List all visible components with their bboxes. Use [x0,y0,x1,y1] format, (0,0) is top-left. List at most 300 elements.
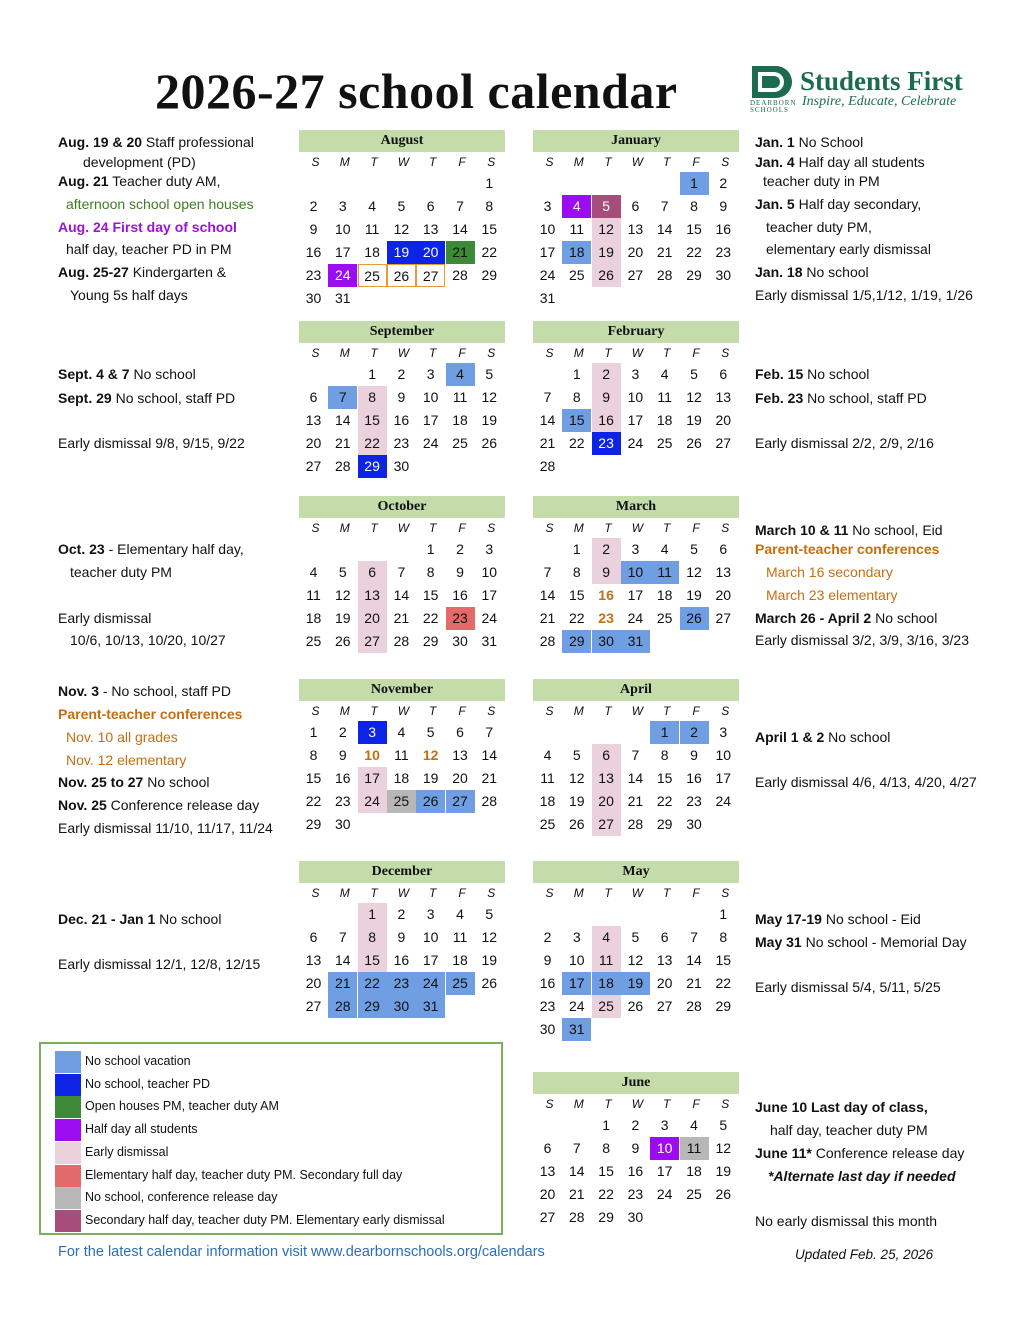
note-text: Conference release day [106,797,260,813]
day-cell: 6 [592,744,621,767]
week-row [533,264,739,287]
left-note [58,390,235,407]
day-cell: 22 [358,972,387,995]
day-cell: 27 [539,1209,556,1225]
note-text: Jan. 5 [755,196,795,212]
day-cell: 28 [686,998,702,1014]
day-cell: 23 [393,435,410,451]
day-cell: 18 [364,244,380,260]
week-row [533,432,739,455]
day-cell: 20 [416,241,445,264]
weekday-label: S [487,155,496,169]
weekday-label: T [604,155,612,169]
day-cell: 5 [631,929,640,945]
day-cell: 27 [656,998,673,1014]
week-row [533,1206,739,1229]
note-text: Nov. 25 to 27 [58,774,144,790]
note-text: afternoon school open houses [66,196,254,212]
weekday-header-row [299,701,505,721]
weekday-header-row [299,518,505,538]
note-text: *Alternate last day if needed [768,1168,956,1184]
right-note [755,934,967,951]
day-cell: 21 [539,435,556,451]
day-cell: 15 [598,1163,614,1179]
day-cell: 30 [452,633,468,649]
weekday-label: F [458,704,466,718]
day-cell: 29 [715,998,732,1014]
month-april [533,679,739,836]
weekday-label: S [545,704,554,718]
weekday-label: T [604,521,612,535]
right-note [755,1213,937,1230]
month-header: August [299,130,505,152]
week-row [299,767,505,790]
note-text: Parent-teacher conferences [58,706,243,722]
week-row [299,432,505,455]
day-cell: 17 [562,972,591,995]
day-cell: 20 [627,244,644,260]
note-text: Early dismissal 5/4, 5/11, 5/25 [755,979,941,995]
week-row [533,287,739,310]
day-cell: 25 [592,995,621,1018]
day-cell: 29 [656,816,673,832]
day-cell: 30 [592,630,621,653]
day-cell: 4 [456,906,464,922]
day-cell: 20 [715,412,732,428]
day-cell: 10 [481,564,498,580]
week-row [533,767,739,790]
weekday-header-row [533,883,739,903]
day-cell: 12 [569,770,585,786]
day-cell: 6 [456,724,464,740]
week-row [533,721,739,744]
weekday-label: M [573,155,584,169]
weekday-label: T [429,346,437,360]
day-cell: 11 [452,929,468,945]
weekday-label: S [545,155,554,169]
day-cell: 3 [358,721,387,744]
left-note [66,241,231,258]
week-row [299,264,505,287]
week-row [533,1160,739,1183]
day-cell: 17 [335,244,351,260]
day-cell: 5 [485,906,494,922]
day-cell: 12 [715,1140,732,1156]
day-cell: 28 [539,458,556,474]
day-cell: 12 [422,747,439,763]
day-cell: 7 [485,724,494,740]
day-cell: 17 [627,412,644,428]
day-cell: 19 [422,770,439,786]
day-cell: 4 [562,195,591,218]
note-text: Nov. 25 [58,797,107,813]
weekday-header-row [533,701,739,721]
day-cell: 14 [452,221,468,237]
weekday-label: F [458,521,466,535]
left-note [58,683,231,700]
month-february [533,321,739,478]
week-row [299,972,505,995]
day-cell: 21 [446,241,475,264]
day-cell: 4 [397,724,406,740]
day-cell: 15 [715,952,732,968]
note-text: teacher duty in PM [763,173,880,189]
day-cell: 18 [539,793,556,809]
note-text: Aug. 21 [58,173,109,189]
day-cell: 11 [592,949,621,972]
day-cell: 8 [572,564,581,580]
left-note [66,729,178,746]
week-row [533,1018,739,1041]
day-cell: 28 [481,793,498,809]
day-cell: 15 [358,949,387,972]
day-cell: 5 [426,724,435,740]
day-cell: 23 [335,793,351,809]
weekday-label: W [397,155,410,169]
week-row [299,607,505,630]
day-cell: 30 [627,1209,644,1225]
month-march [533,496,739,653]
logo-org: DEARBORN SCHOOLS [750,99,797,114]
week-row [533,455,739,478]
weekday-header-row [533,343,739,363]
day-cell: 9 [456,564,464,580]
note-text: Jan. 1 [755,134,795,150]
day-cell: 9 [397,929,406,945]
day-cell: 4 [592,926,621,949]
note-text: Nov. 12 elementary [66,752,187,768]
day-cell: 10 [364,747,380,763]
day-cell: 1 [358,903,387,926]
left-note [58,219,237,236]
day-cell: 30 [393,458,410,474]
left-note [58,173,220,190]
day-cell: 11 [540,770,555,786]
day-cell: 13 [715,389,732,405]
day-cell: 1 [602,1117,610,1133]
week-row [299,790,505,813]
note-text: March 26 - April 2 [755,610,872,626]
weekday-label: M [573,1097,584,1111]
note-text: Oct. 23 [58,541,105,557]
weekday-label: T [370,155,378,169]
day-cell: 3 [338,198,347,214]
month-november [299,679,505,836]
day-cell: 24 [422,435,439,451]
day-cell: 1 [680,172,709,195]
week-row [299,455,505,478]
day-cell: 24 [627,610,644,626]
weekday-label: W [631,886,644,900]
day-cell: 3 [631,541,640,557]
day-cell: 1 [572,366,581,382]
day-cell: 7 [543,564,552,580]
day-cell: 31 [621,630,650,653]
day-cell: 20 [305,435,322,451]
day-cell: 11 [394,747,409,763]
day-cell: 15 [656,770,673,786]
day-cell: 30 [715,267,732,283]
right-note [766,564,893,581]
month-august [299,130,505,310]
day-cell: 14 [627,770,644,786]
weekday-label: S [545,521,554,535]
day-cell: 4 [309,564,318,580]
day-cell: 26 [481,435,498,451]
day-cell: 19 [481,952,498,968]
day-cell: 30 [539,1021,556,1037]
note-text: Early dismissal [58,610,152,626]
day-cell: 25 [686,1186,702,1202]
right-note [755,435,934,452]
day-cell: 23 [387,972,416,995]
day-cell: 5 [690,541,698,557]
day-cell: 10 [422,389,439,405]
day-cell: 6 [719,366,728,382]
note-text: Early dismissal 3/2, 3/9, 3/16, 3/23 [755,632,969,648]
day-cell: 15 [569,587,585,603]
day-cell: 20 [715,587,732,603]
day-cell: 12 [481,389,498,405]
day-cell: 5 [719,1117,728,1133]
day-cell: 2 [680,721,709,744]
week-row [533,995,739,1018]
weekday-header-row [299,343,505,363]
day-cell: 7 [328,386,357,409]
legend [39,1042,503,1235]
day-cell: 15 [562,409,591,432]
week-row [533,241,739,264]
weekday-label: S [487,521,496,535]
month-header: November [299,679,505,701]
note-text: March 23 elementary [766,587,898,603]
day-cell: 13 [539,1163,556,1179]
weekday-label: F [692,346,700,360]
right-note [766,587,898,604]
month-september [299,321,505,478]
day-cell: 15 [305,770,322,786]
note-text: Half day all students [794,154,925,170]
note-text: Staff professional [142,134,254,150]
weekday-label: M [339,704,350,718]
note-text: No school [803,366,870,382]
note-text: June 10 Last day of class, [755,1099,928,1115]
week-row [533,538,739,561]
weekday-label: W [631,704,644,718]
week-row [533,744,739,767]
day-cell: 31 [539,290,556,306]
day-cell: 27 [305,458,322,474]
day-cell: 17 [358,767,387,790]
day-cell: 29 [686,267,702,283]
page-title: 2026-27 school calendar [155,63,678,119]
day-cell: 28 [656,267,673,283]
weekday-label: M [573,886,584,900]
month-header: December [299,861,505,883]
day-cell: 18 [656,412,673,428]
day-cell: 10 [539,221,556,237]
legend-swatch [55,1165,81,1187]
weekday-label: M [339,155,350,169]
weekday-label: W [397,346,410,360]
right-note [755,911,921,928]
day-cell: 8 [309,747,318,763]
week-row [299,721,505,744]
weekday-label: T [604,346,612,360]
day-cell: 27 [627,267,644,283]
weekday-label: T [663,1097,671,1111]
note-text: Young 5s half days [70,287,188,303]
day-cell: 7 [660,198,669,214]
note-text: Early dismissal 11/10, 11/17, 11/24 [58,820,273,836]
day-cell: 16 [598,587,614,603]
week-row [533,1114,739,1137]
day-cell: 2 [397,906,406,922]
note-text: No school [824,729,891,745]
day-cell: 8 [358,926,387,949]
weekday-label: T [663,886,671,900]
note-text: Teacher duty AM, [108,173,221,189]
day-cell: 26 [335,633,351,649]
weekday-header-row [299,152,505,172]
day-cell: 17 [422,412,439,428]
day-cell: 29 [422,633,439,649]
note-text: May 17-19 [755,911,822,927]
left-note [70,287,188,304]
note-text: - No school, staff PD [98,683,231,699]
month-header: September [299,321,505,343]
day-cell: 26 [592,264,621,287]
weekday-label: M [573,704,584,718]
day-cell: 21 [686,975,702,991]
day-cell: 1 [485,175,494,191]
day-cell: 28 [539,633,556,649]
weekday-label: S [487,886,496,900]
day-cell: 6 [426,198,435,214]
weekday-label: S [721,155,730,169]
day-cell: 10 [621,561,650,584]
day-cell: 28 [328,995,357,1018]
day-cell: 16 [393,952,410,968]
weekday-label: F [692,886,700,900]
day-cell: 13 [358,584,387,607]
day-cell: 16 [686,770,702,786]
week-row [299,287,505,310]
legend-swatch [55,1074,81,1096]
right-note [766,241,931,258]
logo-tagline: Inspire, Educate, Celebrate [802,94,957,109]
left-note [58,797,259,814]
district-logo [750,64,965,120]
day-cell: 16 [539,975,556,991]
left-note [66,752,186,769]
note-text: half day, teacher duty PM [770,1122,928,1138]
weekday-label: T [663,346,671,360]
day-cell: 8 [485,198,494,214]
day-cell: 18 [452,412,468,428]
month-header: May [533,861,739,883]
right-note [755,366,869,383]
day-cell: 19 [621,972,650,995]
week-row [299,926,505,949]
day-cell: 2 [397,366,406,382]
day-cell: 27 [592,813,621,836]
day-cell: 17 [656,1163,673,1179]
day-cell: 10 [569,952,585,968]
left-note [58,610,151,627]
legend-swatch [55,1051,81,1073]
day-cell: 8 [426,564,435,580]
weekday-label: W [631,521,644,535]
week-row [299,949,505,972]
legend-label: No school, conference release day [85,1190,278,1205]
day-cell: 14 [539,412,556,428]
day-cell: 1 [650,721,679,744]
week-row [299,561,505,584]
week-row [299,744,505,767]
day-cell: 24 [715,793,732,809]
right-note [755,390,927,407]
weekday-label: S [311,521,320,535]
day-cell: 18 [393,770,410,786]
week-row [299,386,505,409]
day-cell: 21 [627,793,644,809]
day-cell: 14 [481,747,498,763]
right-note [755,264,869,281]
day-cell: 22 [569,610,585,626]
day-cell: 27 [446,790,475,813]
day-cell: 12 [686,564,702,580]
month-may [533,861,739,1041]
day-cell: 2 [543,929,552,945]
day-cell: 22 [422,610,439,626]
day-cell: 18 [562,241,591,264]
day-cell: 9 [338,747,347,763]
week-row [533,630,739,653]
day-cell: 16 [715,221,732,237]
weekday-label: T [429,886,437,900]
day-cell: 24 [569,998,585,1014]
weekday-label: F [692,704,700,718]
note-text: No School [794,134,864,150]
month-december [299,861,505,1018]
weekday-label: S [721,521,730,535]
footer-link[interactable]: For the latest calendar information visit www.dearbornschools.org/calendars [58,1244,545,1260]
day-cell: 18 [686,1163,702,1179]
day-cell: 25 [656,435,673,451]
day-cell: 23 [627,1186,644,1202]
week-row [533,790,739,813]
day-cell: 23 [598,610,614,626]
day-cell: 2 [592,363,621,386]
day-cell: 21 [569,1186,585,1202]
legend-label: Half day all students [85,1122,198,1137]
weekday-label: F [458,346,466,360]
note-text: Early dismissal 1/5,1/12, 1/19, 1/26 [755,287,973,303]
day-cell: 25 [569,267,585,283]
note-text: Sept. 4 & 7 [58,366,130,382]
right-note [763,173,880,190]
week-row [299,241,505,264]
note-text: Feb. 23 [755,390,804,406]
week-row [533,1183,739,1206]
day-cell: 18 [305,610,322,626]
weekday-label: S [487,704,496,718]
day-cell: 22 [358,432,387,455]
day-cell: 6 [358,561,387,584]
note-text: April 1 & 2 [755,729,825,745]
day-cell: 5 [397,198,406,214]
